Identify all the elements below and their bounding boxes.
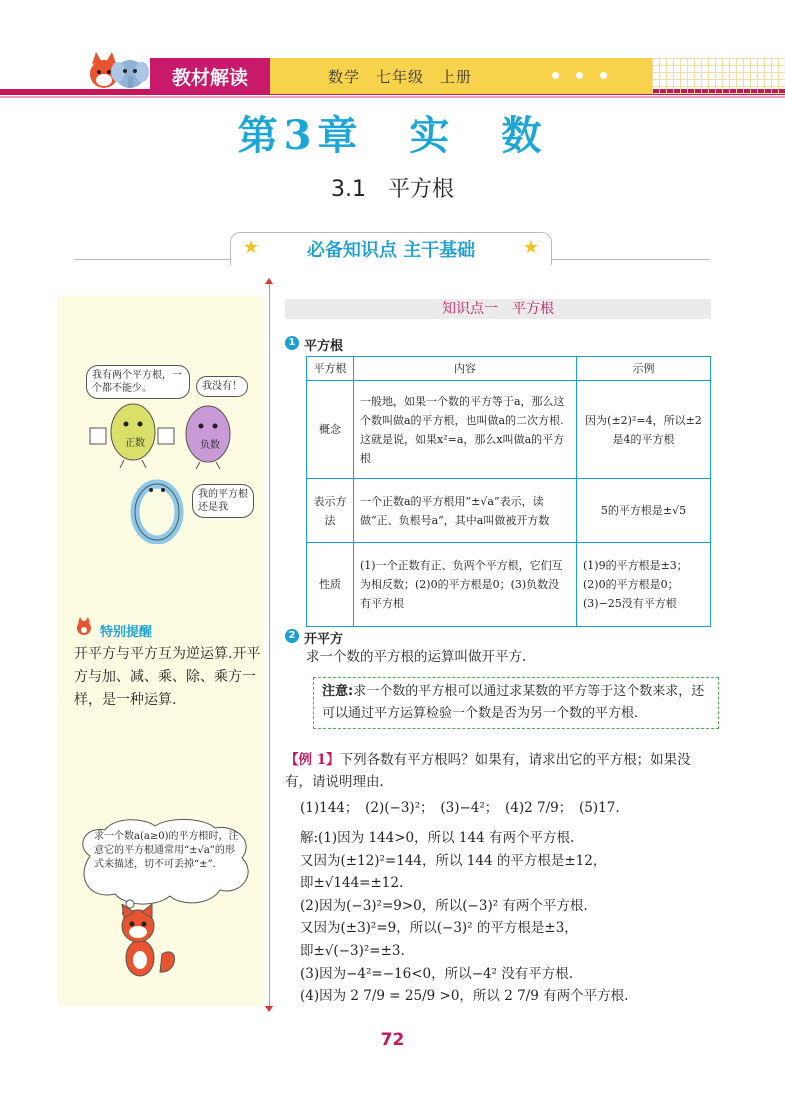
row-example: (1)9的平方根是±3；(2)0的平方根是0；(3)−25没有平方根 — [577, 543, 711, 627]
positive-label: 正数 — [125, 438, 145, 449]
section-title: 3.1 平方根 — [331, 177, 454, 202]
solution-line: 即±√(−3)²=±3. — [300, 942, 405, 959]
number-characters-icon — [88, 398, 248, 470]
solution-line: 又因为(±3)²=9，所以(−3)² 的平方根是±3， — [300, 920, 578, 937]
row-example: 因为(±2)²=4，所以±2是4的平方根 — [577, 381, 711, 479]
chapter-title: 第3章 实 数 — [237, 112, 548, 159]
table-header: 示例 — [577, 357, 711, 381]
negative-label: 负数 — [200, 440, 220, 451]
cartoon-mascots-icon — [84, 50, 150, 92]
note-body: 求一个数的平方根可以通过求某数的平方等于这个数来求，还可以通过平方运算检验一个数是否为另一个数的平方根. — [322, 684, 705, 721]
solution-line: 又因为(±12)²=144，所以 144 的平方根是±12， — [300, 852, 607, 869]
example-question — [285, 749, 713, 793]
star-icon: ★ — [243, 237, 260, 258]
dot-decoration — [576, 72, 583, 79]
solution-line: (4)因为 2 7/9 = 25/9 >0，所以 2 7/9 有两个平方根. — [300, 988, 629, 1005]
subject-bar — [270, 58, 652, 94]
table-header: 平方根 — [307, 357, 354, 381]
solution-line: 即±√144=±12. — [300, 875, 404, 892]
row-name: 性质 — [307, 543, 354, 627]
item-title: 平方根 — [304, 339, 344, 354]
solution-line: (3)因为−4²=−16<0，所以−4² 没有平方根. — [300, 965, 574, 982]
note-box — [313, 677, 719, 729]
dot-decoration — [552, 72, 559, 79]
knowledge-point-title: 知识点一 平方根 — [285, 299, 711, 319]
fox-mascot-icon — [74, 617, 94, 637]
table-row — [307, 381, 711, 479]
row-example: 5的平方根是±√5 — [577, 479, 711, 543]
speech-bubble: 我的平方根还是我 — [192, 484, 254, 518]
tip-body: 开平方与平方互为逆运算.开平方与加、减、乘、除、乘方一样，是一种运算. — [74, 646, 261, 708]
star-icon: ★ — [522, 237, 539, 258]
row-content: 一个正数a的平方根用“±√a”表示，读做“正、负根号a”，其中a叫做被开方数 — [354, 479, 577, 543]
table-row — [307, 543, 711, 627]
dot-decoration — [600, 72, 607, 79]
square-root-table — [306, 356, 711, 627]
column-divider — [269, 282, 270, 1007]
example-tag: 【例 1】 — [285, 752, 340, 768]
item-title: 开平方 — [304, 632, 344, 647]
subject-label: 数学 七年级 上册 — [328, 67, 473, 86]
knowledge-banner — [230, 232, 552, 265]
row-name: 表示方法 — [307, 479, 354, 543]
header-grid-decoration — [652, 58, 785, 94]
solution-line: (2)因为(−3)²=9>0，所以(−3)² 有两个平方根. — [300, 897, 588, 914]
speech-bubble: 我有两个平方根，一个都不能少。 — [86, 365, 190, 399]
table-header: 内容 — [354, 357, 577, 381]
note-label: 注意: — [322, 684, 354, 699]
item-body: 求一个数的平方根的运算叫做开平方. — [306, 649, 527, 665]
banner-title: 必备知识点 主干基础 — [306, 240, 476, 261]
table-header-row — [307, 357, 711, 381]
tip-title: 特别提醒 — [100, 625, 153, 640]
page-number: 72 — [380, 1030, 405, 1050]
fox-character-icon — [110, 904, 180, 980]
speech-bubble: 我没有！ — [196, 376, 248, 397]
thought-text: 求一个数a(a≥0)的平方根时，注意它的平方根通常用“±√a”的形式来描述，切不可丢掉“±”. — [94, 831, 239, 870]
example-items: (1)144； (2)(−3)²； (3)−4²； (4)2 7/9； (5)17. — [300, 800, 620, 816]
solution-line: 解:(1)因为 144>0，所以 144 有两个平方根. — [300, 830, 575, 846]
arrow-up-icon — [265, 278, 273, 284]
example-question-text: 下列各数有平方根吗？如果有，请求出它的平方根；如果没有，请说明理由. — [285, 752, 691, 790]
zero-character-icon — [130, 478, 184, 544]
item-number-badge: 1 — [285, 336, 299, 350]
table-row — [307, 479, 711, 543]
row-content: (1)一个正数有正、负两个平方根，它们互为相反数；(2)0的平方根是0；(3)负数没有平方根 — [354, 543, 577, 627]
header-rule-thin — [0, 96, 785, 98]
book-name-tab: 教材解读 — [150, 58, 270, 94]
row-name: 概念 — [307, 381, 354, 479]
solution-block — [300, 827, 715, 1008]
item-number-badge: 2 — [285, 629, 299, 643]
arrow-down-icon — [265, 1006, 273, 1012]
row-content: 一般地，如果一个数的平方等于a，那么这个数叫做a的平方根，也叫做a的二次方根.这就是说，如果x²=a，那么x叫做a的平方根 — [354, 381, 577, 479]
